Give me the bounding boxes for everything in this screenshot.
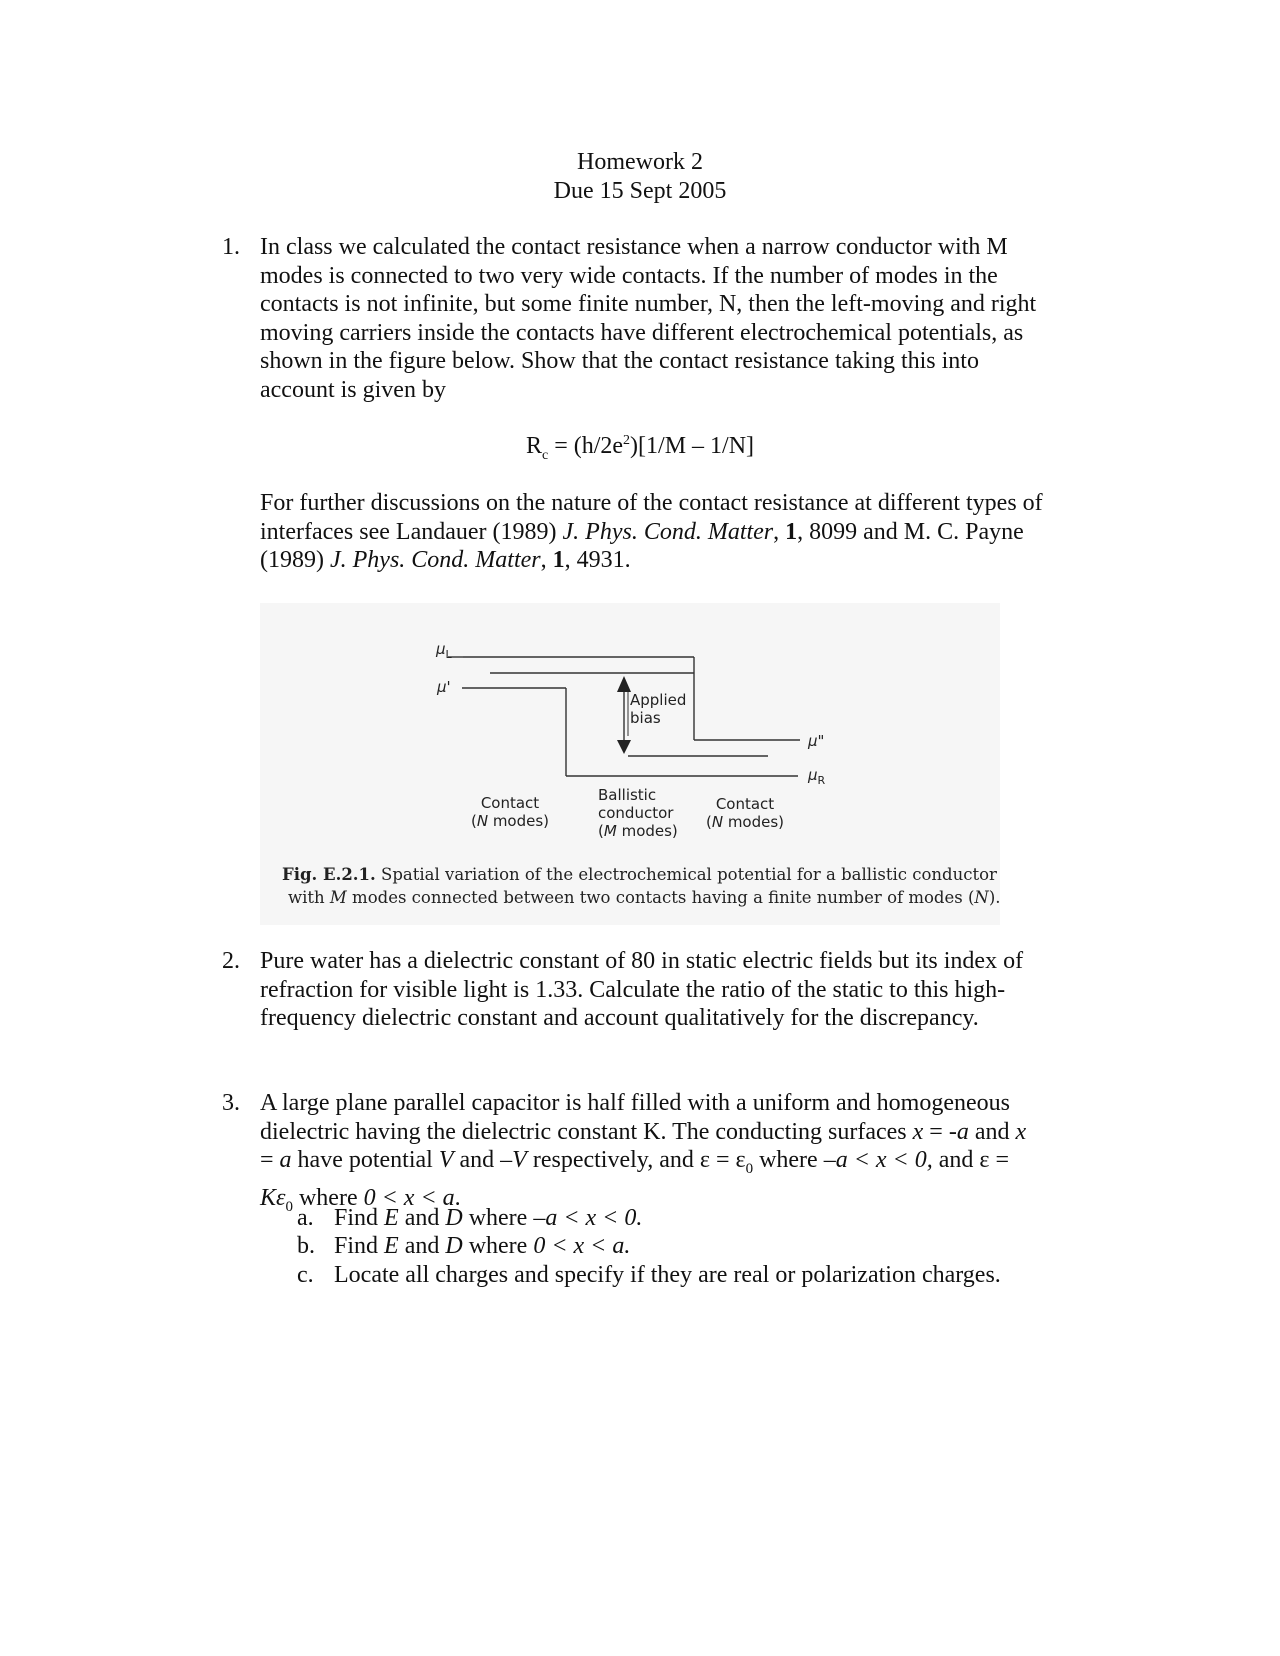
mu-prime-label: μ' <box>437 678 451 696</box>
contact-resistance-formula: $R_c = (h/2e^2)[1/M - 1/N]$ <box>525 433 755 463</box>
q3-part-c-label: c. <box>297 1262 314 1288</box>
due-date: Due 15 Sept 2005 <box>553 178 727 204</box>
ballistic-conductor-label: Ballistic conductor (M modes) <box>598 786 678 840</box>
mu-r-label: $\mu_R$ <box>808 766 826 787</box>
figure-caption: Fig. E.2.1. Spatial variation of the electrochemical potential for a ballistic conductor with M modes connected between two contacts having a finite number of modes (N). <box>282 865 1001 907</box>
q3-part-a: Find E and D where –a < x < 0. <box>334 1205 643 1231</box>
q3-part-a-label: a. <box>297 1205 314 1231</box>
question-1-number: 1. <box>222 234 240 260</box>
q3-part-c: Locate all charges and specify if they are real or polarization charges. <box>334 1262 1001 1288</box>
further-discussion: For further discussions on the nature of the contact resistance at different types of interfaces see Landauer (1989) J. Phys. Cond. Matter, 1, 8099 and M. C. Payne (1989) J. Phys. Cond. Matter, 1, 4931. <box>260 490 1043 574</box>
q1-line: modes is connected to two very wide contacts. If the number of modes in the <box>260 262 998 289</box>
question-3-text: A large plane parallel capacitor is half filled with a uniform and homogeneous dielectric having the dielectric constant K. The conducting surfaces x = -a and x = a have potential V and –V respectively, and $\varepsilon = \varepsilon_0$ where –a < x < 0, and ε = $K\varepsilon_0$ where 0 < x < a. <box>260 1090 1027 1215</box>
mu-l-label: $\mu_L$ <box>436 640 452 661</box>
bias-arrow-up-head <box>617 676 631 692</box>
applied-bias-label: Applied bias <box>630 691 687 727</box>
mu-double-prime-label: μ" <box>808 732 825 750</box>
question-2-number: 2. <box>222 948 240 974</box>
right-contact-label: Contact (N modes) <box>705 795 785 831</box>
question-2-text: Pure water has a dielectric constant of 80 in static electric fields but its index of refraction for visible light is 1.33. Calculate the ratio of the static to this high- frequency dielectric constant and account qualitatively for the discrepancy. <box>260 948 1024 1032</box>
page-title: Homework 2 <box>577 149 703 175</box>
q3-part-b-label: b. <box>297 1233 315 1259</box>
left-contact-label: Contact (N modes) <box>470 794 550 830</box>
q1-line: moving carriers inside the contacts have different electrochemical potentials, as <box>260 319 1024 346</box>
question-3-number: 3. <box>222 1090 240 1116</box>
q3-part-b: Find E and D where 0 < x < a. <box>334 1233 631 1259</box>
q1-line: shown in the figure below. Show that the contact resistance taking this into <box>260 348 979 375</box>
bias-arrow-down-head <box>617 740 631 754</box>
q1-line: account is given by <box>260 376 446 403</box>
q1-line: In class we calculated the contact resistance when a narrow conductor with M <box>260 234 1008 260</box>
q1-line: contacts is not infinite, but some finite number, N, then the left-moving and right <box>260 291 1037 318</box>
